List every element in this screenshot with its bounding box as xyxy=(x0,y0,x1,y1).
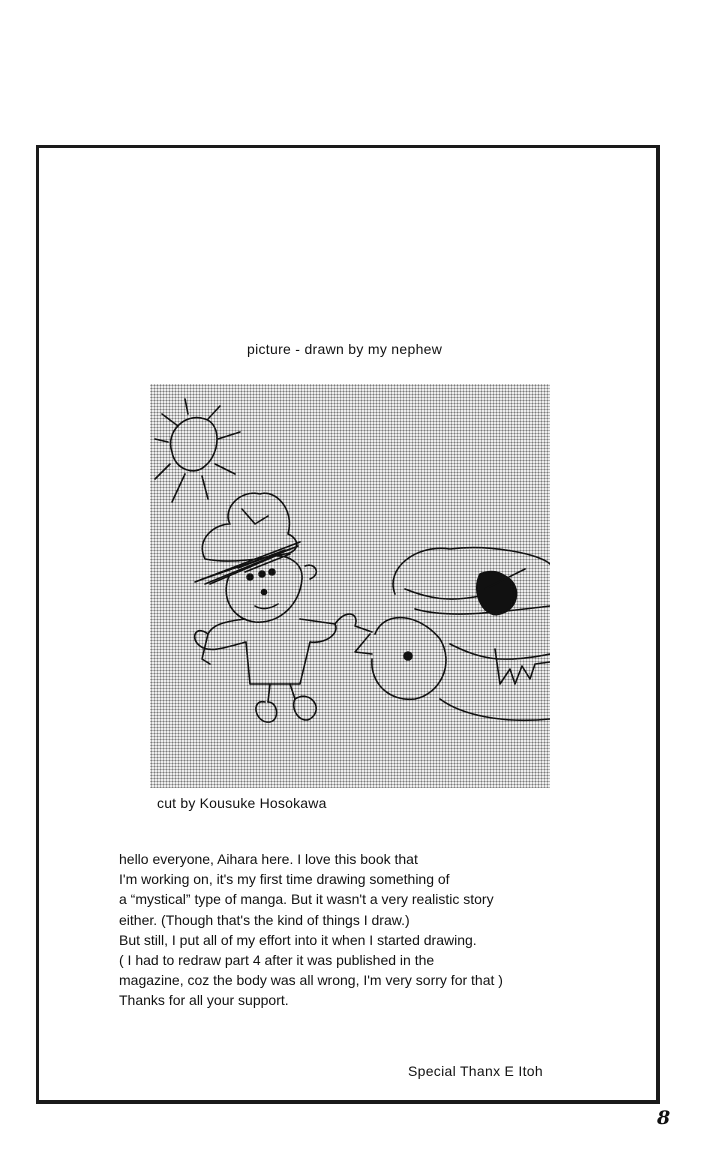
nephew-drawing xyxy=(150,384,550,788)
note-line: I'm working on, it's my first time drawing something of xyxy=(119,871,450,888)
note-line: either. (Though that's the kind of things I draw.) xyxy=(119,911,410,928)
note-line: a “mystical” type of manga. But it wasn't a very realistic story xyxy=(119,891,494,908)
boy-sketch xyxy=(195,493,372,722)
creature-sketch xyxy=(355,548,550,721)
sun-sketch xyxy=(155,399,240,502)
drawing-credit: cut by Kousuke Hosokawa xyxy=(157,795,327,811)
special-thanks: Special Thanx E Itoh xyxy=(408,1063,543,1079)
note-line: Thanks for all your support. xyxy=(119,992,289,1009)
page-number: 8 xyxy=(657,1107,671,1129)
picture-caption: picture - drawn by my nephew xyxy=(247,341,443,357)
note-line: But still, I put all of my effort into it when I started drawing. xyxy=(119,931,477,948)
note-line: ( I had to redraw part 4 after it was published in the xyxy=(119,952,435,969)
author-note xyxy=(119,849,609,1011)
note-line: magazine, coz the body was all wrong, I'm very sorry for that ) xyxy=(119,972,503,989)
note-line: hello everyone, Aihara here. I love this book that xyxy=(119,851,418,867)
